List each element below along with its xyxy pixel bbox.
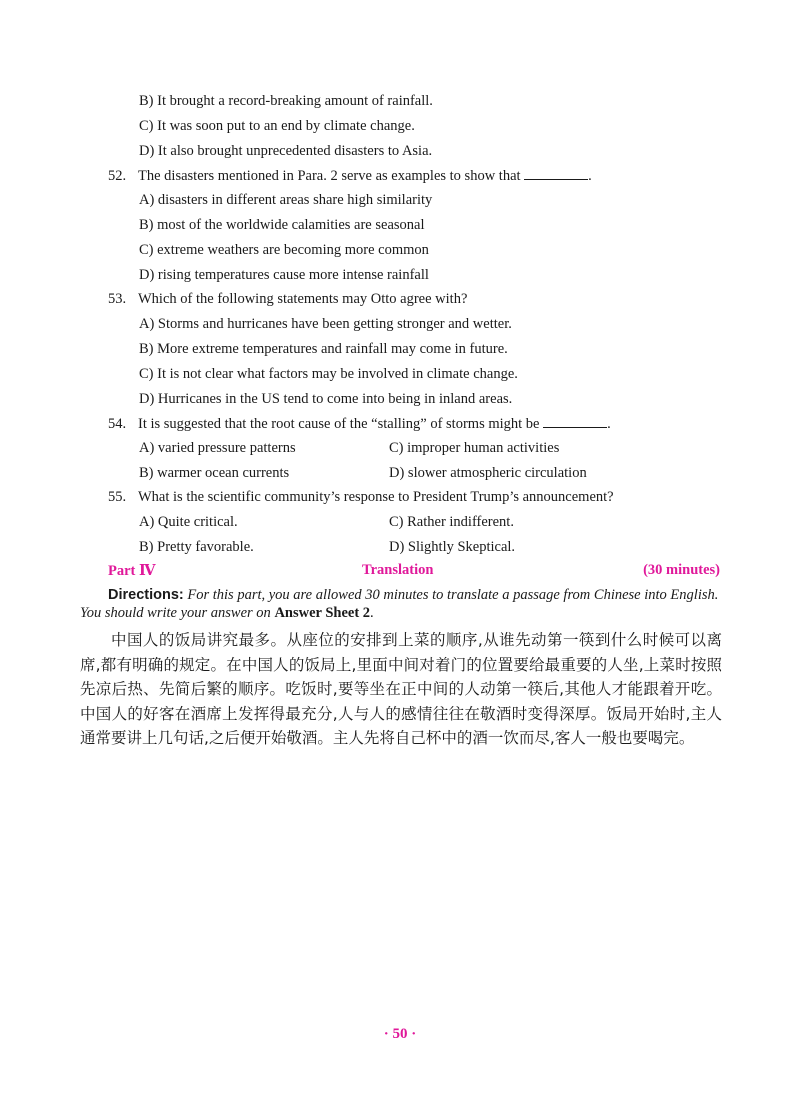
part-time: (30 minutes) — [643, 562, 720, 578]
page-number: · 50 · — [383, 1026, 417, 1042]
q54-option-a: A) varied pressure patterns — [139, 440, 296, 456]
q51-option-c: C) It was soon put to an end by climate change. — [139, 118, 415, 134]
directions-label: Directions: — [108, 587, 184, 603]
q52-text: The disasters mentioned in Para. 2 serve as examples to show that — [138, 168, 521, 184]
q53-option-a: A) Storms and hurricanes have been getting stronger and wetter. — [139, 316, 512, 332]
q53-number: 53. — [108, 291, 127, 307]
q54-stem — [108, 414, 611, 433]
q52-option-d: D) rising temperatures cause more intense rainfall — [139, 267, 429, 283]
q52-option-a: A) disasters in different areas share high similarity — [139, 192, 433, 208]
q51-option-b: B) It brought a record-breaking amount of rainfall. — [139, 93, 433, 109]
directions — [80, 586, 720, 622]
directions-period: . — [370, 605, 374, 621]
q53-option-d: D) Hurricanes in the US tend to come into being in inland areas. — [139, 391, 513, 407]
q52-stem — [108, 166, 592, 185]
q52-number: 52. — [108, 168, 127, 184]
q53-stem — [108, 290, 467, 308]
q54-text: It is suggested that the root cause of the “stalling” of storms might be — [138, 416, 540, 432]
q53-option-c: C) It is not clear what factors may be involved in climate change. — [139, 366, 518, 382]
part-header — [108, 562, 720, 582]
q53-option-b: B) More extreme temperatures and rainfall may come in future. — [139, 341, 508, 357]
q55-text: What is the scientific community’s response to President Trump’s announcement? — [138, 489, 614, 505]
q54-period: . — [607, 416, 611, 432]
part-label: Part Ⅳ — [108, 563, 156, 579]
part-title: Translation — [362, 562, 434, 578]
q55-option-b: B) Pretty favorable. — [139, 539, 254, 555]
answer-sheet-ref: Answer Sheet 2 — [274, 605, 371, 621]
q52-period: . — [588, 168, 592, 184]
q52-option-c: C) extreme weathers are becoming more common — [139, 242, 429, 258]
q53-text: Which of the following statements may Otto agree with? — [138, 291, 468, 307]
q55-option-c: C) Rather indifferent. — [389, 514, 514, 530]
translation-passage — [80, 628, 722, 751]
passage-text: 中国人的饭局讲究最多。从座位的安排到上菜的顺序,从谁先动第一筷到什么时候可以离席,都有明确的规定。在中国人的饭局上,里面中间对着门的位置要给最重要的人坐,上菜时按照先凉后热、先简后繁的顺序。吃饭时,要等坐在正中间的人动第一筷后,其他人才能跟着开吃。中国人的好客在酒席上发挥得最充分,人与人的感情往往在敬酒时变得深厚。饭局开始时,主人通常要讲上几句话,之后便开始敬酒。主人先将自己杯中的酒一饮而尽,客人一般也要喝完。 — [80, 631, 722, 747]
q54-number: 54. — [108, 416, 127, 432]
q54-option-b: B) warmer ocean currents — [139, 465, 290, 481]
q52-blank — [524, 166, 588, 180]
q55-option-a: A) Quite critical. — [139, 514, 238, 530]
q55-option-d: D) Slightly Skeptical. — [389, 539, 516, 555]
q55-stem — [108, 488, 614, 506]
q52-option-b: B) most of the worldwide calamities are seasonal — [139, 217, 425, 233]
q54-option-d: D) slower atmospheric circulation — [389, 465, 587, 481]
q54-option-c: C) improper human activities — [389, 440, 560, 456]
directions-text: For this part, you are allowed 30 minutes to translate a passage from Chinese into English. You should write your answer on — [80, 587, 719, 621]
q54-blank — [543, 414, 607, 428]
q55-number: 55. — [108, 489, 127, 505]
q51-option-d: D) It also brought unprecedented disasters to Asia. — [139, 143, 433, 159]
